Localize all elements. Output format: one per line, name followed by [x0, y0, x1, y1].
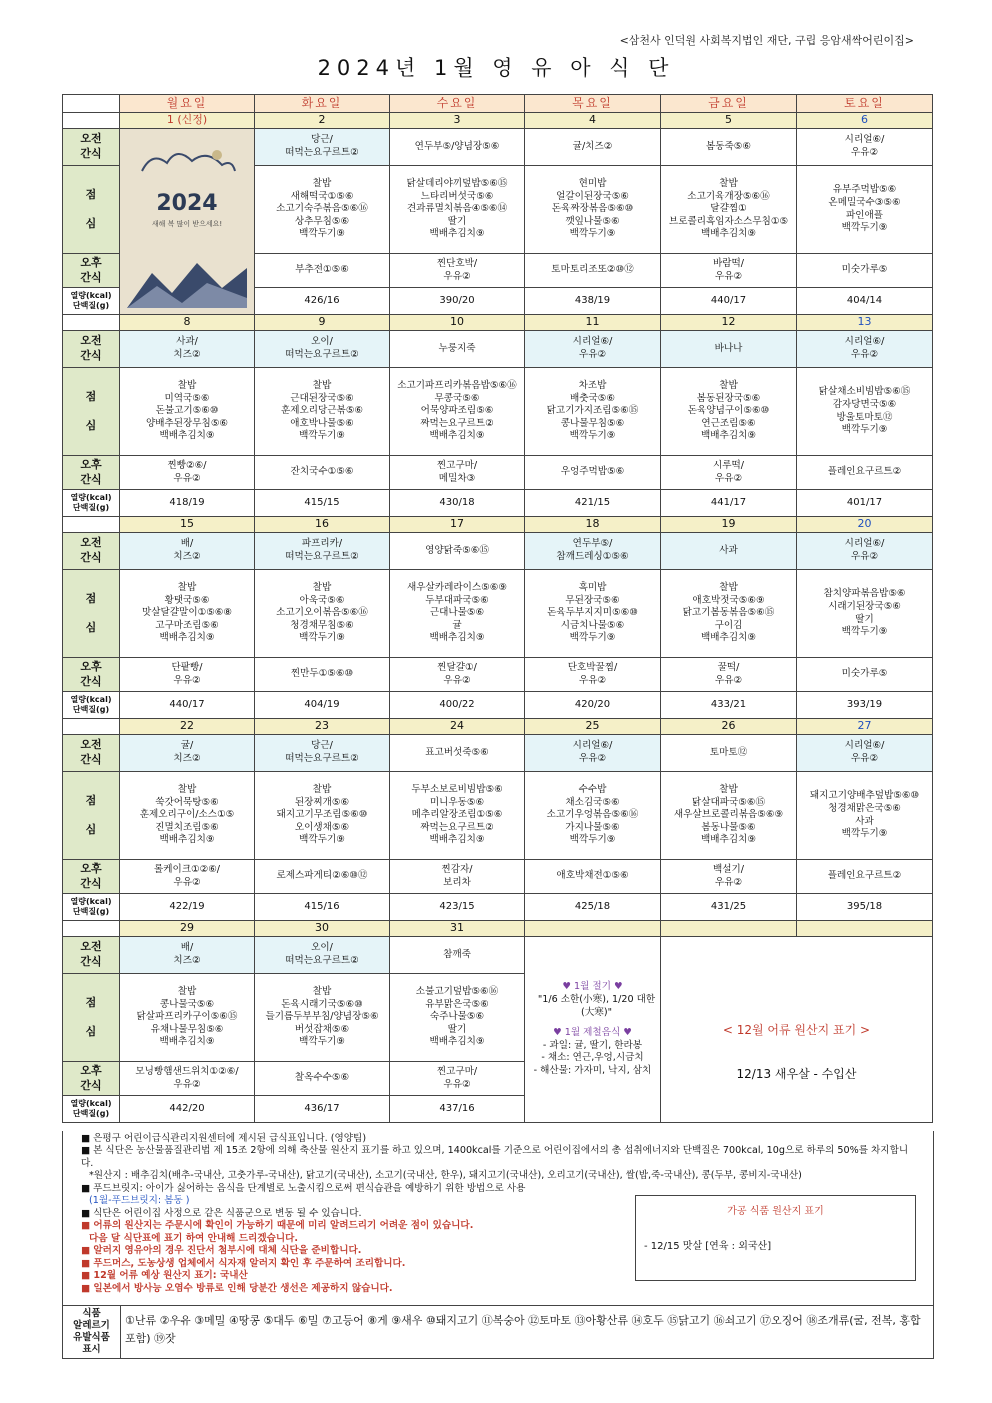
- fish-origin-title: < 12월 어류 원산지 표기 >: [722, 1022, 871, 1037]
- date-cell: 20: [797, 517, 933, 533]
- menu-lunch-cell: 찰밥 콩나물국⑤⑥ 닭살파프리카구이⑤⑥⑮ 유채나물무침⑤⑥ 백배추김치⑨: [120, 974, 255, 1062]
- day-header-3: 목요일: [525, 95, 661, 113]
- date-cell: 25: [525, 719, 661, 735]
- row-label-pm: 오후 간식: [63, 254, 120, 288]
- menu-lunch-cell: 차조밥 배춧국⑤⑥ 닭고기가지조림⑤⑥⑮ 콩나물무침⑤⑥ 백깍두기⑨: [525, 368, 661, 456]
- menu-nut-cell: 433/21: [661, 692, 797, 719]
- menu-lunch-cell: 참치양파볶음밥⑤⑥ 시래기된장국⑤⑥ 딸기 백깍두기⑨: [797, 570, 933, 658]
- date-cell: 4: [525, 113, 661, 129]
- date-cell: 9: [255, 315, 390, 331]
- row-label-lunch: 점 심: [63, 570, 120, 658]
- footer-note: (1월-푸드브릿지: 봄동 ): [89, 1195, 190, 1207]
- page-title: 2024년 1월 영 유 아 식 단: [317, 56, 675, 80]
- menu-am-cell: 연두부⑤/ 참깨드레싱①⑤⑥: [525, 533, 661, 570]
- menu-am-cell: 참깨죽: [390, 937, 525, 974]
- menu-pm-cell: 롤케이크①②⑥/ 우유②: [120, 860, 255, 894]
- menu-am-cell: 사과: [661, 533, 797, 570]
- processed-food-box: [635, 1195, 916, 1281]
- processed-food-title: 가공 식품 원산지 표기: [727, 1206, 824, 1217]
- date-cell: 11: [525, 315, 661, 331]
- menu-nut-cell: 438/19: [525, 288, 661, 315]
- date-cell: 26: [661, 719, 797, 735]
- menu-pm-cell: 로제스파게티②⑥⑩⑫: [255, 860, 390, 894]
- menu-nut-cell: 431/25: [661, 894, 797, 921]
- menu-am-cell: 표고버섯죽⑤⑥: [390, 735, 525, 772]
- footer-note: ■ 은평구 어린이급식관리지원센터에 제시된 급식표입니다. (영양팀): [81, 1133, 367, 1144]
- menu-nut-cell: 395/18: [797, 894, 933, 921]
- row-label-am: 오전 간식: [63, 735, 120, 772]
- menu-pm-cell: 찐만두①⑤⑥⑩: [255, 658, 390, 692]
- menu-lunch-cell: 찰밥 애호박젓국⑤⑥⑨ 닭고기봄동볶음⑤⑥⑮ 구이김 백배추김치⑨: [661, 570, 797, 658]
- date-cell: 19: [661, 517, 797, 533]
- menu-lunch-cell: 찰밥 돈육시래기국⑤⑥⑩ 들기름두부부침/양념장⑤⑥ 버섯잡채⑤⑥ 백깍두기⑨: [255, 974, 390, 1062]
- menu-pm-cell: 찰옥수수⑤⑥: [255, 1062, 390, 1096]
- menu-pm-cell: 단호박꿀찜/ 우유②: [525, 658, 661, 692]
- date-cell: 17: [390, 517, 525, 533]
- menu-am-cell: 배/ 치즈②: [120, 533, 255, 570]
- january-season-note: [525, 937, 661, 1123]
- date-cell: 22: [120, 719, 255, 735]
- date-cell: 30: [255, 921, 390, 937]
- menu-pm-cell: 찐고구마/ 우유②: [390, 1062, 525, 1096]
- footer-note: ■ 일본에서 방사능 오염수 방류로 인해 당분간 생선은 제공하지 않습니다.: [81, 1282, 393, 1294]
- menu-lunch-cell: 찰밥 미역국⑤⑥ 돈불고기⑤⑥⑩ 양배추된장무침⑤⑥ 백배추김치⑨: [120, 368, 255, 456]
- menu-nut-cell: 400/22: [390, 692, 525, 719]
- menu-table: [62, 94, 933, 1123]
- menu-nut-cell: 418/19: [120, 490, 255, 517]
- menu-nut-cell: 420/20: [525, 692, 661, 719]
- menu-nut-cell: 401/17: [797, 490, 933, 517]
- day-header-corner: [63, 95, 120, 113]
- menu-am-cell: 바나나: [661, 331, 797, 368]
- menu-nut-cell: 415/15: [255, 490, 390, 517]
- date-cell: 27: [797, 719, 933, 735]
- day-header-4: 금요일: [661, 95, 797, 113]
- menu-am-cell: 봄동죽⑤⑥: [661, 129, 797, 166]
- date-cell: 13: [797, 315, 933, 331]
- menu-pm-cell: 미숫가루⑤: [797, 254, 933, 288]
- menu-lunch-cell: 찰밥 소고기육개장⑤⑥⑯ 달걀찜① 브로콜리흑임자소스무침①⑤ 백배추김치⑨: [661, 166, 797, 254]
- date-label-cell: [63, 517, 120, 533]
- menu-pm-cell: 찐단호박/ 우유②: [390, 254, 525, 288]
- menu-lunch-cell: 닭살채소비빔밥⑤⑥⑮ 감자당면국⑤⑥ 방울토마토⑫ 백깍두기⑨: [797, 368, 933, 456]
- processed-food-item: - 12/15 맛살 [연육 : 외국산]: [644, 1241, 772, 1252]
- menu-lunch-cell: 수수밥 채소김국⑤⑥ 소고기우엉볶음⑤⑥⑯ 가지나물⑤⑥ 백깍두기⑨: [525, 772, 661, 860]
- row-label-nut: 열량(kcal) 단백질(g): [63, 1096, 120, 1123]
- date-cell: 8: [120, 315, 255, 331]
- menu-am-cell: 사과/ 치즈②: [120, 331, 255, 368]
- menu-nut-cell: 437/16: [390, 1096, 525, 1123]
- date-cell: 12: [661, 315, 797, 331]
- menu-lunch-cell: 찰밥 봄동된장국⑤⑥ 돈육양념구이⑤⑥⑩ 연근조림⑤⑥ 백배추김치⑨: [661, 368, 797, 456]
- season-title: ♥ 1월 절기 ♥: [562, 981, 623, 993]
- row-label-am: 오전 간식: [63, 533, 120, 570]
- mountain-icon: [127, 248, 247, 308]
- menu-lunch-cell: 두부소보로비빔밥⑤⑥ 미니우동⑤⑥ 메추리알장조림①⑤⑥ 짜먹는요구르트② 백배추김치⑨: [390, 772, 525, 860]
- date-cell: 16: [255, 517, 390, 533]
- row-label-pm: 오후 간식: [63, 658, 120, 692]
- seasonal-food-title: ♥ 1월 제철음식 ♥: [553, 1027, 632, 1039]
- menu-pm-cell: 미숫가루⑤: [797, 658, 933, 692]
- date-cell: 6: [797, 113, 933, 129]
- menu-pm-cell: 단팥빵/ 우유②: [120, 658, 255, 692]
- menu-lunch-cell: 새우살카레라이스⑤⑥⑨ 두부대파국⑤⑥ 근대나물⑤⑥ 귤 백배추김치⑨: [390, 570, 525, 658]
- menu-nut-cell: 404/14: [797, 288, 933, 315]
- menu-pm-cell: 플레인요구르트②: [797, 860, 933, 894]
- menu-pm-cell: 부추전①⑤⑥: [255, 254, 390, 288]
- allergen-table: [62, 1305, 934, 1359]
- date-label-cell: [63, 719, 120, 735]
- fish-origin-box: [661, 937, 933, 1123]
- menu-nut-cell: 440/17: [661, 288, 797, 315]
- menu-nut-cell: 422/19: [120, 894, 255, 921]
- menu-lunch-cell: 닭살데리야끼덮밥⑤⑥⑮ 느타리버섯국⑤⑥ 견과류멸치볶음④⑤⑥⑭ 딸기 백배추김치⑨: [390, 166, 525, 254]
- menu-pm-cell: 애호박채전①⑤⑥: [525, 860, 661, 894]
- cloud-pattern-icon: [137, 141, 237, 181]
- footer-note: 다음 달 식단표에 표기 하여 안내해 드리겠습니다.: [89, 1232, 299, 1244]
- date-label-cell: [63, 315, 120, 331]
- menu-am-cell: 오이/ 떠먹는요구르트②: [255, 331, 390, 368]
- menu-nut-cell: 426/16: [255, 288, 390, 315]
- date-cell: 29: [120, 921, 255, 937]
- menu-am-cell: 배/ 치즈②: [120, 937, 255, 974]
- menu-am-cell: 영양닭죽⑤⑥⑮: [390, 533, 525, 570]
- day-header-1: 화요일: [255, 95, 390, 113]
- day-header-2: 수요일: [390, 95, 525, 113]
- menu-lunch-cell: 찰밥 쑥갓어묵탕⑤⑥ 훈제오리구이/소스①⑤ 진멸치조림⑤⑥ 백배추김치⑨: [120, 772, 255, 860]
- menu-pm-cell: 잔치국수①⑤⑥: [255, 456, 390, 490]
- menu-nut-cell: 421/15: [525, 490, 661, 517]
- menu-am-cell: 시리얼⑥/ 우유②: [797, 129, 933, 166]
- row-label-lunch: 점 심: [63, 772, 120, 860]
- menu-lunch-cell: 찰밥 된장찌개⑤⑥ 돼지고기무조림⑤⑥⑩ 오이생채⑤⑥ 백깍두기⑨: [255, 772, 390, 860]
- menu-nut-cell: 404/19: [255, 692, 390, 719]
- row-label-am: 오전 간식: [63, 937, 120, 974]
- date-cell: 15: [120, 517, 255, 533]
- row-label-nut: 열량(kcal) 단백질(g): [63, 490, 120, 517]
- date-cell: 23: [255, 719, 390, 735]
- menu-am-cell: 귤/ 치즈②: [120, 735, 255, 772]
- row-label-am: 오전 간식: [63, 129, 120, 166]
- footer-note: ■ 식단은 어린이집 사정으로 같은 식품군으로 변동 될 수 있습니다.: [81, 1207, 362, 1219]
- date-cell: 24: [390, 719, 525, 735]
- banner-subtitle: 새해 복 많이 받으세요!: [151, 220, 223, 229]
- menu-lunch-cell: 찰밥 황탯국⑤⑥ 맛살달걀말이①⑤⑥⑧ 고구마조림⑤⑥ 백배추김치⑨: [120, 570, 255, 658]
- menu-pm-cell: 찐빵②⑥/ 우유②: [120, 456, 255, 490]
- row-label-lunch: 점 심: [63, 368, 120, 456]
- menu-pm-cell: 토마토리조또②⑩⑫: [525, 254, 661, 288]
- menu-pm-cell: 찐감자/ 보리차: [390, 860, 525, 894]
- menu-nut-cell: 425/18: [525, 894, 661, 921]
- footer-note: *원산지 : 배추김치(배추-국내산, 고춧가루-국내산), 닭고기(국내산), 소고기(국내산, 한우), 돼지고기(국내산), 오리고기(국내산), 쌀(밥,죽-국내산), 콩(두부, 콩비지-국내산): [89, 1170, 802, 1182]
- menu-pm-cell: 플레인요구르트②: [797, 456, 933, 490]
- row-label-am: 오전 간식: [63, 331, 120, 368]
- menu-lunch-cell: 찰밥 근대된장국⑤⑥ 훈제오리당근볶⑤⑥ 애호박나물⑤⑥ 백깍두기⑨: [255, 368, 390, 456]
- date-cell: 2: [255, 113, 390, 129]
- date-cell: [797, 921, 933, 937]
- seasonal-food-line: - 과일: 귤, 딸기, 한라봉: [542, 1039, 643, 1051]
- menu-pm-cell: 백설기/ 우유②: [661, 860, 797, 894]
- date-cell: 1 (신정): [120, 113, 255, 129]
- date-cell: 31: [390, 921, 525, 937]
- menu-am-cell: 연두부⑤/양념장⑤⑥: [390, 129, 525, 166]
- date-cell: 10: [390, 315, 525, 331]
- menu-lunch-cell: 찰밥 닭살대파국⑤⑥⑮ 새우살브로콜리볶음⑤⑥⑨ 봄동나물⑤⑥ 백배추김치⑨: [661, 772, 797, 860]
- footer-note: ■ 푸드브릿지: 아이가 싫어하는 음식을 단계별로 노출시킴으로써 편식습관을 예방하기 위한 방법으로 사용: [81, 1182, 526, 1194]
- footer-note: ■ 알러지 영유아의 경우 진단서 첨부시에 대체 식단을 준비합니다.: [81, 1245, 362, 1257]
- footer-note: ■ 어류의 원산지는 주문시에 확인이 가능하기 때문에 미리 알려드리기 어려운 점이 있습니다.: [81, 1220, 474, 1232]
- footer-note: ■ 본 식단은 농산물품질관리법 제 15조 2항에 의해 축산물 원산지 표기를 하고 있으며, 1400kcal를 기준으로 어린이집에서의 총 섭취에너지와 단백질은 700kcal, 10g으로 하루의 50%를 차지합니다.: [81, 1145, 909, 1169]
- menu-am-cell: 당근/ 떠먹는요구르트②: [255, 129, 390, 166]
- menu-am-cell: 당근/ 떠먹는요구르트②: [255, 735, 390, 772]
- menu-lunch-cell: 찰밥 아욱국⑤⑥ 소고기오이볶음⑤⑥⑯ 청경채무침⑤⑥ 백깍두기⑨: [255, 570, 390, 658]
- allergen-label: 식품 알레르기 유발식품 표시: [63, 1306, 121, 1358]
- menu-nut-cell: 442/20: [120, 1096, 255, 1123]
- org-name: <삼천사 인덕원 사회복지법인 재단, 구립 응암새싹어린이집>: [619, 34, 914, 47]
- menu-am-cell: 시리얼⑥/ 우유②: [797, 533, 933, 570]
- row-label-nut: 열량(kcal) 단백질(g): [63, 692, 120, 719]
- row-label-pm: 오후 간식: [63, 1062, 120, 1096]
- menu-lunch-cell: 현미밥 얼갈이된장국⑤⑥ 돈육짜장볶음⑤⑥⑩ 깻잎나물⑤⑥ 백깍두기⑨: [525, 166, 661, 254]
- menu-am-cell: 시리얼⑥/ 우유②: [797, 331, 933, 368]
- footer-note: ■ 12월 어류 예상 원산지 표기: 국내산: [81, 1270, 248, 1282]
- menu-am-cell: 귤/치즈②: [525, 129, 661, 166]
- date-cell: 18: [525, 517, 661, 533]
- menu-lunch-cell: 유부주먹밥⑤⑥ 온메밀국수③⑤⑥ 파인애플 백깍두기⑨: [797, 166, 933, 254]
- row-label-nut: 열량(kcal) 단백질(g): [63, 288, 120, 315]
- date-cell: [525, 921, 661, 937]
- season-text: "1/6 소한(小寒), 1/20 대한(大寒)": [537, 993, 656, 1018]
- menu-am-cell: 시리얼⑥/ 우유②: [797, 735, 933, 772]
- date-cell: [661, 921, 797, 937]
- menu-am-cell: 오이/ 떠먹는요구르트②: [255, 937, 390, 974]
- footer-note: ■ 푸드머스, 도농상생 업체에서 식자재 알러지 확인 후 주문하여 조리합니다.: [81, 1257, 406, 1269]
- menu-lunch-cell: 소고기파프리카볶음밥⑤⑥⑯ 무콩국⑤⑥ 어묵양파조림⑤⑥ 짜먹는요구르트② 백배추김치⑨: [390, 368, 525, 456]
- menu-lunch-cell: 소불고기덮밥⑤⑥⑯ 유부맑은국⑤⑥ 숙주나물⑤⑥ 딸기 백배추김치⑨: [390, 974, 525, 1062]
- menu-am-cell: 누룽지죽: [390, 331, 525, 368]
- footer-notes: [62, 1131, 934, 1305]
- menu-am-cell: 시리얼⑥/ 우유②: [525, 735, 661, 772]
- menu-nut-cell: 423/15: [390, 894, 525, 921]
- seasonal-food-line: - 채소: 연근,우엉,시금치: [541, 1052, 644, 1064]
- menu-pm-cell: 바람떡/ 우유②: [661, 254, 797, 288]
- menu-pm-cell: 모닝빵햄샌드위치①②⑥/ 우유②: [120, 1062, 255, 1096]
- menu-nut-cell: 393/19: [797, 692, 933, 719]
- new-year-banner: [120, 129, 255, 315]
- row-label-nut: 열량(kcal) 단백질(g): [63, 894, 120, 921]
- day-header-0: 월요일: [120, 95, 255, 113]
- menu-am-cell: 토마토⑫: [661, 735, 797, 772]
- menu-pm-cell: 시루떡/ 우유②: [661, 456, 797, 490]
- menu-lunch-cell: 돼지고기양배추덮밥⑤⑥⑩ 청경채맑은국⑤⑥ 사과 백깍두기⑨: [797, 772, 933, 860]
- allergen-list: ①난류 ②우유 ③메밀 ④땅콩 ⑤대두 ⑥밀 ⑦고등어 ⑧게 ⑨새우 ⑩돼지고기 ⑪복숭아 ⑫토마토 ⑬아황산류 ⑭호두 ⑮닭고기 ⑯쇠고기 ⑰오징어 ⑱조개류(굴, 전복, 홍합 포함) ⑲잣: [125, 1314, 921, 1345]
- date-label-cell: [63, 113, 120, 129]
- row-label-pm: 오후 간식: [63, 860, 120, 894]
- menu-nut-cell: 441/17: [661, 490, 797, 517]
- date-cell: 5: [661, 113, 797, 129]
- row-label-pm: 오후 간식: [63, 456, 120, 490]
- menu-pm-cell: 우엉주먹밥⑤⑥: [525, 456, 661, 490]
- menu-am-cell: 파프리카/ 떠먹는요구르트②: [255, 533, 390, 570]
- menu-pm-cell: 꿀떡/ 우유②: [661, 658, 797, 692]
- menu-nut-cell: 436/17: [255, 1096, 390, 1123]
- menu-nut-cell: 440/17: [120, 692, 255, 719]
- row-label-lunch: 점 심: [63, 166, 120, 254]
- menu-lunch-cell: 흑미밥 무된장국⑤⑥ 돈육두부지지미⑤⑥⑩ 시금치나물⑤⑥ 백깍두기⑨: [525, 570, 661, 658]
- day-header-5: 토요일: [797, 95, 933, 113]
- menu-nut-cell: 430/18: [390, 490, 525, 517]
- fish-origin-value: 12/13 새우살 - 수입산: [736, 1066, 857, 1081]
- date-label-cell: [63, 921, 120, 937]
- banner-year: 2024: [156, 191, 218, 217]
- menu-pm-cell: 찐달걀①/ 우유②: [390, 658, 525, 692]
- menu-am-cell: 시리얼⑥/ 우유②: [525, 331, 661, 368]
- seasonal-food-line: - 해산물: 가자미, 낙지, 삼치: [533, 1065, 652, 1077]
- menu-nut-cell: 415/16: [255, 894, 390, 921]
- menu-lunch-cell: 찰밥 새해떡국①⑤⑥ 소고기숙주볶음⑤⑥⑯ 상추무침⑤⑥ 백깍두기⑨: [255, 166, 390, 254]
- menu-pm-cell: 찐고구마/ 메밀차③: [390, 456, 525, 490]
- row-label-lunch: 점 심: [63, 974, 120, 1062]
- date-cell: 3: [390, 113, 525, 129]
- menu-nut-cell: 390/20: [390, 288, 525, 315]
